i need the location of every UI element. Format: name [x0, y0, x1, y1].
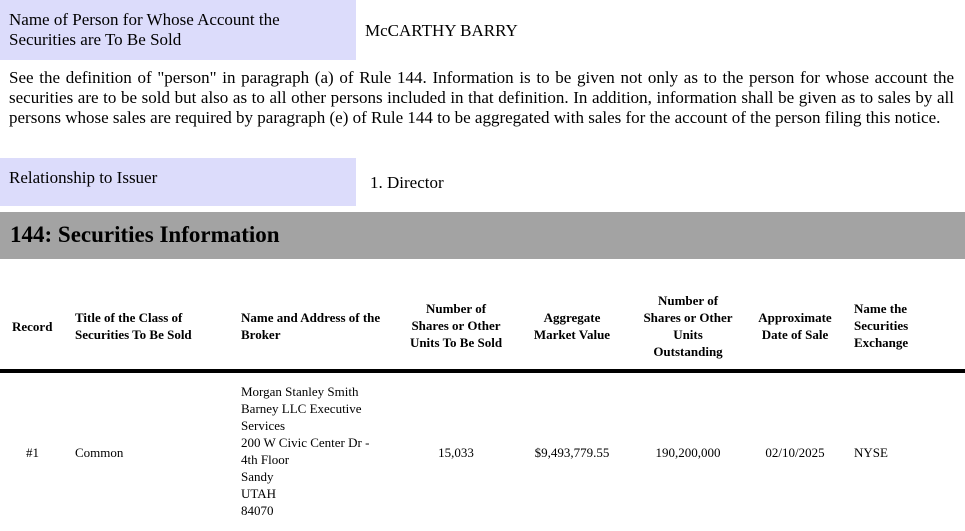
header-record: Record	[12, 319, 53, 334]
header-aggregate-value: Aggregate Market Value	[533, 310, 611, 342]
header-date-of-sale: Approximate Date of Sale	[758, 310, 832, 342]
person-definition-text: See the definition of "person" in paragraph (a) of Rule 144. Information is to be given not only as to the person for whose account the securities are to be sold but also as to all other persons included in that definition. In addition, information shall be given as to sales by all persons whose sales are required by paragraph (e) of Rule 144 to be aggregated with sales for the account of the person filing this notice.	[9, 68, 954, 127]
cell-aggregate-value: $9,493,779.55	[534, 445, 610, 460]
cell-shares-to-sell: 15,033	[438, 445, 474, 460]
cell-broker: Morgan Stanley Smith Barney LLC Executive Services 200 W Civic Center Dr - 4th Floor Sandy UTAH 84070	[241, 384, 370, 518]
person-label-line2: Securities are To Be Sold	[9, 30, 182, 49]
relationship-value: 1. Director	[370, 173, 444, 192]
header-units-outstanding: Number of Shares or Other Units Outstanding	[643, 293, 733, 359]
header-broker: Name and Address of the Broker	[241, 310, 381, 342]
person-name: McCARTHY BARRY	[365, 21, 518, 40]
relationship-label-text: Relationship to Issuer	[9, 168, 158, 187]
table-header-rule	[0, 369, 965, 373]
cell-record: #1	[26, 445, 39, 460]
cell-units-outstanding: 190,200,000	[655, 445, 721, 460]
header-exchange: Name the Securities Exchange	[854, 301, 909, 350]
header-shares-to-sell: Number of Shares or Other Units To Be Sold	[409, 301, 503, 350]
header-title-class: Title of the Class of Securities To Be Sold	[75, 310, 192, 342]
cell-exchange: NYSE	[854, 445, 888, 460]
person-label	[0, 0, 356, 60]
section-header	[0, 212, 965, 259]
section-title: 144: Securities Information	[10, 222, 280, 247]
cell-date-of-sale: 02/10/2025	[765, 445, 825, 460]
cell-title-class: Common	[75, 445, 124, 460]
relationship-label	[0, 158, 356, 206]
person-label-line1: Name of Person for Whose Account the	[9, 10, 280, 29]
